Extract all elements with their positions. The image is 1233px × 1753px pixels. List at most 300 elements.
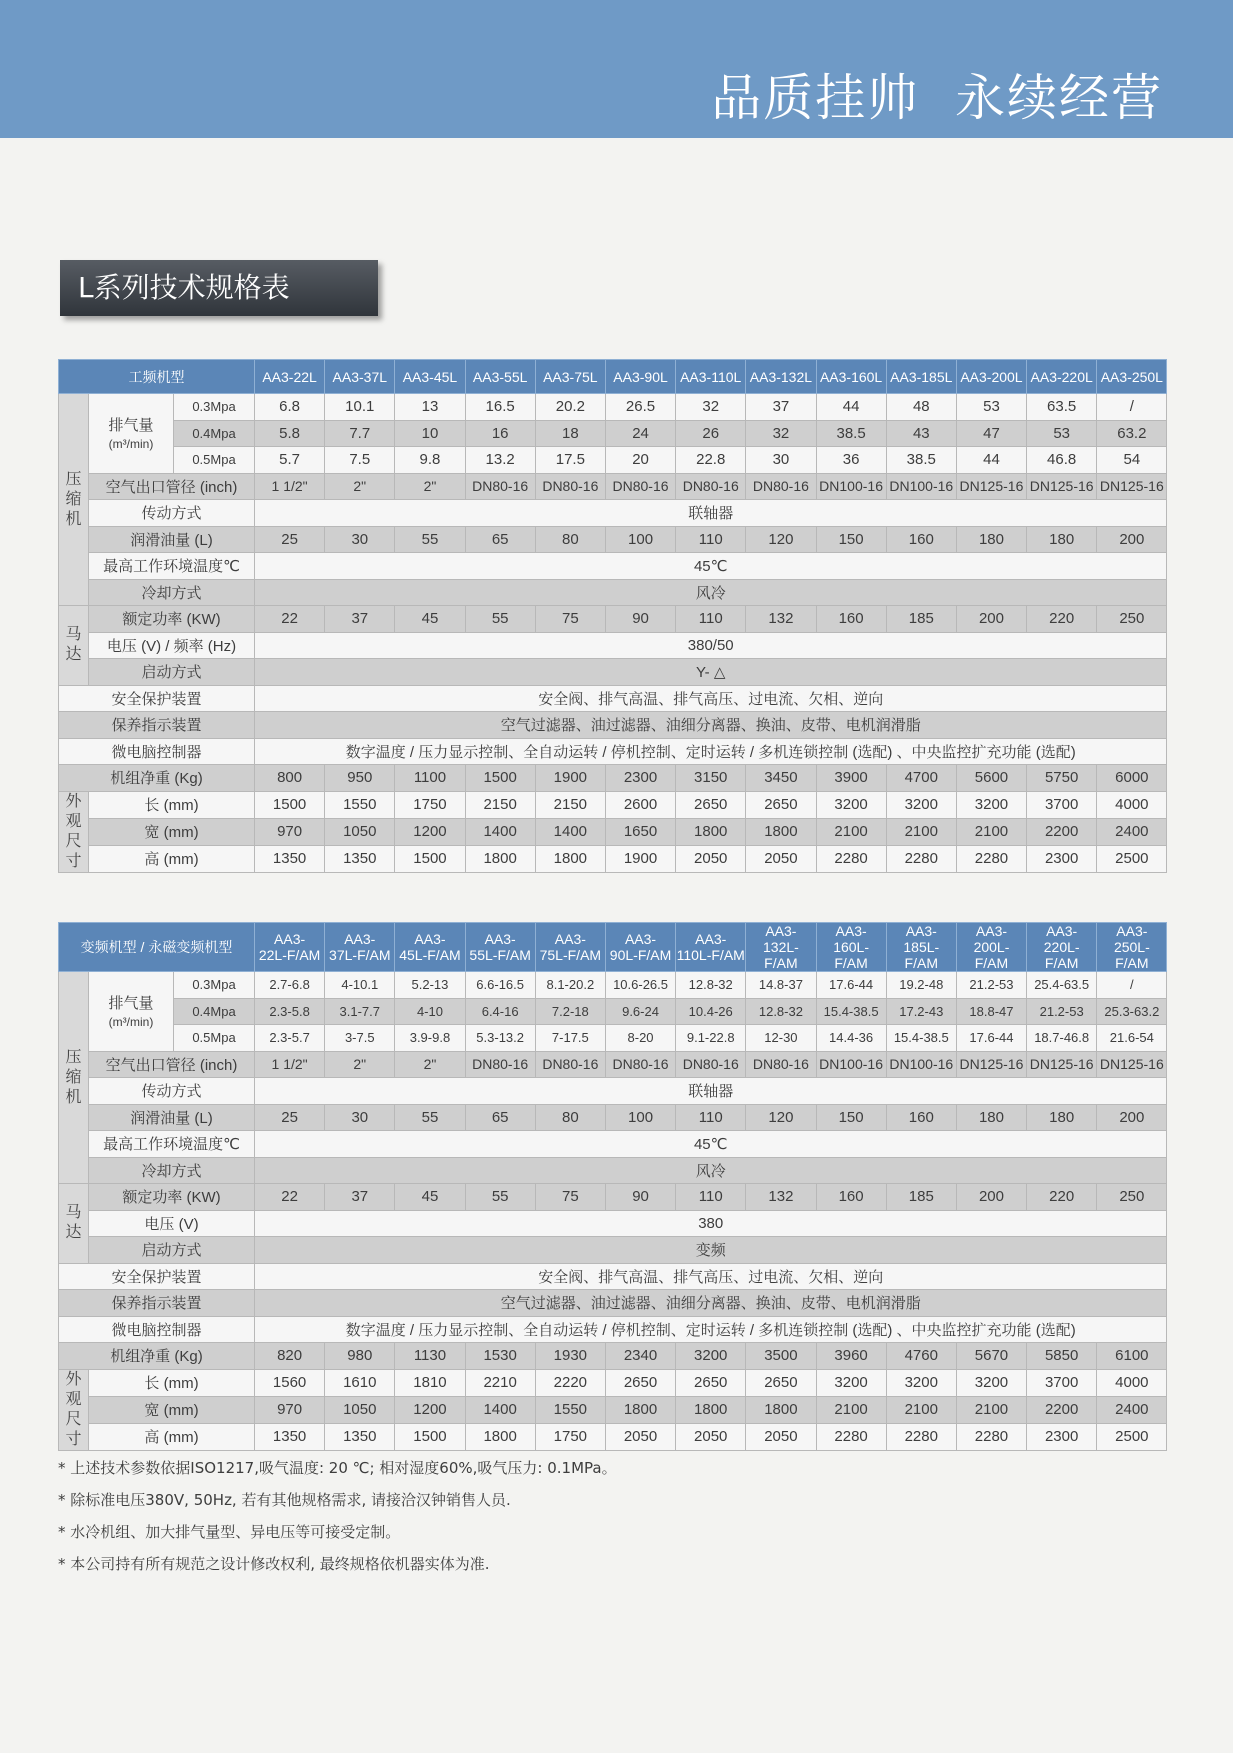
table-cell: 44 <box>956 447 1026 474</box>
table-cell: DN80-16 <box>605 1051 675 1078</box>
table-cell: 13 <box>395 394 465 421</box>
row-label: 微电脑控制器 <box>59 1316 255 1343</box>
table-cell: 1800 <box>465 845 535 872</box>
table-cell: 37 <box>746 394 816 421</box>
table-cell: 65 <box>465 1104 535 1131</box>
model-name-bottom: 250L-F/AM <box>1113 939 1150 971</box>
row-label: 空气出口管径 (inch) <box>89 473 255 500</box>
spec-table-fixed-frequency <box>58 359 1167 873</box>
table-cell: DN80-16 <box>746 473 816 500</box>
model-column-header <box>325 923 395 972</box>
table-cell: 1750 <box>395 791 465 818</box>
table-cell: 75 <box>535 1184 605 1211</box>
table-cell: DN80-16 <box>465 473 535 500</box>
table-cell: 2.3-5.8 <box>255 998 325 1025</box>
table-cell: 2400 <box>1097 818 1167 845</box>
table-cell: 1550 <box>325 791 395 818</box>
model-name-bottom: 200L-F/AM <box>973 939 1010 971</box>
table-cell: DN125-16 <box>1027 1051 1097 1078</box>
table-cell: 2050 <box>605 1423 675 1450</box>
model-column-header: AA3-220L <box>1027 360 1097 394</box>
exhaust-unit: (m³/min) <box>108 437 154 452</box>
row-label: 机组净重 (Kg) <box>59 1343 255 1370</box>
model-name-bottom: 185L-F/AM <box>903 939 940 971</box>
model-column-header: AA3-200L <box>956 360 1026 394</box>
table-cell: DN125-16 <box>1027 473 1097 500</box>
table-cell: 43 <box>886 420 956 447</box>
table-cell: 2300 <box>1027 845 1097 872</box>
table-cell: 48 <box>886 394 956 421</box>
table-cell: 2220 <box>535 1369 605 1396</box>
table-cell: 8-20 <box>605 1025 675 1052</box>
footnote: * 除标准电压380V, 50Hz, 若有其他规格需求, 请接洽汉钟销售人员. <box>58 1491 511 1509</box>
model-column-header: AA3-110L <box>676 360 746 394</box>
table-cell: 2280 <box>886 1423 956 1450</box>
table-cell: 100 <box>605 526 675 553</box>
table-cell: 160 <box>816 606 886 633</box>
row-label: 冷却方式 <box>89 579 255 606</box>
row-label: 高 (mm) <box>89 1423 255 1450</box>
table-cell: 1800 <box>676 1396 746 1423</box>
table-cell: 100 <box>605 1104 675 1131</box>
table-cell: 3150 <box>676 765 746 792</box>
table-cell: 132 <box>746 606 816 633</box>
model-column-header: AA3-22L <box>255 360 325 394</box>
table-cell: 2300 <box>605 765 675 792</box>
table-cell: 185 <box>886 1184 956 1211</box>
table-cell: 2400 <box>1097 1396 1167 1423</box>
table-cell: 10.1 <box>325 394 395 421</box>
table-cell: 46.8 <box>1027 447 1097 474</box>
model-name-top: AA3- <box>1046 923 1078 939</box>
table-cell: 120 <box>746 1104 816 1131</box>
table-cell: 1900 <box>535 765 605 792</box>
table-cell: 12-30 <box>746 1025 816 1052</box>
table-cell: 5.7 <box>255 447 325 474</box>
table-cell: DN80-16 <box>535 1051 605 1078</box>
table-cell: 2650 <box>746 1369 816 1396</box>
exhaust-label <box>89 394 174 474</box>
table-cell: 180 <box>1027 1104 1097 1131</box>
table-cell: 数字温度 / 压力显示控制、全自动运转 / 停机控制、定时运转 / 多机连锁控制 (选配) 、中央监控扩充功能 (选配) <box>255 738 1167 765</box>
model-column-header <box>255 923 325 972</box>
group-label-compressor: 压 缩 机 <box>59 394 89 606</box>
row-label: 润滑油量 (L) <box>89 1104 255 1131</box>
model-name-bottom: 132L-F/AM <box>763 939 799 971</box>
table-cell: 5.2-13 <box>395 972 465 999</box>
table-cell: 安全阀、排气高温、排气高压、过电流、欠相、逆向 <box>255 685 1167 712</box>
table-header-model-label: 变频机型 / 永磁变频机型 <box>59 923 255 972</box>
table-cell: 18.7-46.8 <box>1027 1025 1097 1052</box>
table-cell: 65 <box>465 526 535 553</box>
table-cell: 2500 <box>1097 845 1167 872</box>
table-cell: 19.2-48 <box>886 972 956 999</box>
table-cell: 55 <box>395 526 465 553</box>
model-column-header: AA3-185L <box>886 360 956 394</box>
group-label-dimensions: 外 观 尺 寸 <box>59 1369 89 1450</box>
table-cell: 3200 <box>956 1369 1026 1396</box>
table-cell: 2" <box>395 1051 465 1078</box>
table-cell: 80 <box>535 1104 605 1131</box>
table-cell: / <box>1097 394 1167 421</box>
table-cell: 30 <box>746 447 816 474</box>
table-cell: 26.5 <box>605 394 675 421</box>
model-column-header <box>816 923 886 972</box>
model-name-bottom: 220L-F/AM <box>1043 939 1080 971</box>
table-cell: 160 <box>886 526 956 553</box>
row-label: 启动方式 <box>89 659 255 686</box>
table-cell: 3500 <box>746 1343 816 1370</box>
table-cell: 110 <box>676 1184 746 1211</box>
table-cell: 200 <box>1097 1104 1167 1131</box>
table-cell: 15.4-38.5 <box>886 1025 956 1052</box>
table-cell: 10 <box>395 420 465 447</box>
model-name-bottom: 110L-F/AM <box>676 947 745 963</box>
footnotes <box>58 1452 617 1580</box>
table-cell: 16 <box>465 420 535 447</box>
table-cell: 3900 <box>816 765 886 792</box>
table-cell: 2340 <box>605 1343 675 1370</box>
table-cell: 3200 <box>816 1369 886 1396</box>
model-name-top: AA3- <box>624 931 657 947</box>
table-cell: 1350 <box>255 845 325 872</box>
table-cell: 3200 <box>886 1369 956 1396</box>
table-cell: 9.1-22.8 <box>676 1025 746 1052</box>
table-cell: 1500 <box>255 791 325 818</box>
table-cell: 45 <box>395 606 465 633</box>
table-cell: 7.5 <box>325 447 395 474</box>
model-column-header: AA3-132L <box>746 360 816 394</box>
table-cell: 80 <box>535 526 605 553</box>
table-cell: 24 <box>605 420 675 447</box>
table-cell: 5.3-13.2 <box>465 1025 535 1052</box>
table-cell: 2280 <box>886 845 956 872</box>
table-cell: 17.5 <box>535 447 605 474</box>
table-cell: 1500 <box>465 765 535 792</box>
table-cell: DN125-16 <box>1097 473 1167 500</box>
table-cell: 2" <box>325 473 395 500</box>
table-cell: 1800 <box>605 1396 675 1423</box>
table-cell: 110 <box>676 1104 746 1131</box>
table-cell: 3960 <box>816 1343 886 1370</box>
pressure-label: 0.5Mpa <box>174 1025 255 1052</box>
table-cell: 空气过滤器、油过滤器、油细分离器、换油、皮带、电机润滑脂 <box>255 1290 1167 1317</box>
table-cell: 6100 <box>1097 1343 1167 1370</box>
table-cell: 22.8 <box>676 447 746 474</box>
table-cell: DN80-16 <box>676 473 746 500</box>
table-cell: DN100-16 <box>886 1051 956 1078</box>
table-cell: 2050 <box>676 1423 746 1450</box>
row-label: 长 (mm) <box>89 791 255 818</box>
table-cell: 75 <box>535 606 605 633</box>
pressure-label: 0.5Mpa <box>174 447 255 474</box>
row-label: 机组净重 (Kg) <box>59 765 255 792</box>
model-column-header <box>956 923 1026 972</box>
row-label: 润滑油量 (L) <box>89 526 255 553</box>
table-cell: 10.4-26 <box>676 998 746 1025</box>
table-cell: 3700 <box>1027 791 1097 818</box>
row-label: 宽 (mm) <box>89 1396 255 1423</box>
model-name-bottom: 37L-F/AM <box>329 947 391 963</box>
table-cell: / <box>1097 972 1167 999</box>
table-cell: 380/50 <box>255 632 1167 659</box>
header-banner <box>0 0 1233 138</box>
table-cell: 7.2-18 <box>535 998 605 1025</box>
table-cell: Y- △ <box>255 659 1167 686</box>
table-cell: 2.7-6.8 <box>255 972 325 999</box>
table-cell: 63.5 <box>1027 394 1097 421</box>
row-label: 微电脑控制器 <box>59 738 255 765</box>
row-label: 空气出口管径 (inch) <box>89 1051 255 1078</box>
table-cell: 安全阀、排气高温、排气高压、过电流、欠相、逆向 <box>255 1263 1167 1290</box>
table-cell: 2100 <box>956 1396 1026 1423</box>
table-cell: 950 <box>325 765 395 792</box>
table-cell: 17.6-44 <box>816 972 886 999</box>
table-cell: 150 <box>816 526 886 553</box>
table-cell: 15.4-38.5 <box>816 998 886 1025</box>
model-name-top: AA3- <box>414 931 446 947</box>
model-name-bottom: 45L-F/AM <box>399 947 461 963</box>
table-cell: 21.6-54 <box>1097 1025 1167 1052</box>
table-cell: 37 <box>325 1184 395 1211</box>
table-cell: 18 <box>535 420 605 447</box>
row-label: 额定功率 (KW) <box>89 606 255 633</box>
model-column-header: AA3-250L <box>1097 360 1167 394</box>
model-name-bottom: 90L-F/AM <box>609 947 672 963</box>
table-cell: 1800 <box>746 1396 816 1423</box>
table-cell: 250 <box>1097 606 1167 633</box>
model-column-header: AA3-45L <box>395 360 465 394</box>
table-cell: 1550 <box>535 1396 605 1423</box>
table-cell: 1130 <box>395 1343 465 1370</box>
model-column-header <box>465 923 535 972</box>
table-cell: 25.3-63.2 <box>1097 998 1167 1025</box>
table-cell: DN80-16 <box>605 473 675 500</box>
table-cell: 6.6-16.5 <box>465 972 535 999</box>
table-cell: 2650 <box>676 791 746 818</box>
table-cell: 1050 <box>325 818 395 845</box>
row-label: 高 (mm) <box>89 845 255 872</box>
table-cell: 3200 <box>816 791 886 818</box>
table-cell: 800 <box>255 765 325 792</box>
table-cell: 220 <box>1027 1184 1097 1211</box>
exhaust-title: 排气量 <box>108 417 154 435</box>
table-cell: 90 <box>605 606 675 633</box>
table-cell: 2280 <box>816 1423 886 1450</box>
table-cell: 4000 <box>1097 1369 1167 1396</box>
table-cell: 7.7 <box>325 420 395 447</box>
table-cell: 90 <box>605 1184 675 1211</box>
row-label: 启动方式 <box>89 1237 255 1264</box>
table-cell: 1650 <box>605 818 675 845</box>
table-cell: 2280 <box>956 845 1026 872</box>
table-cell: 3200 <box>676 1343 746 1370</box>
table-cell: 5750 <box>1027 765 1097 792</box>
table-cell: 10.6-26.5 <box>605 972 675 999</box>
table-cell: 4-10 <box>395 998 465 1025</box>
table-cell: 1050 <box>325 1396 395 1423</box>
table-cell: 17.2-43 <box>886 998 956 1025</box>
table-cell: 2650 <box>676 1369 746 1396</box>
table-cell: 1800 <box>746 818 816 845</box>
table-cell: 1560 <box>255 1369 325 1396</box>
exhaust-title: 排气量 <box>108 995 154 1013</box>
table-cell: DN100-16 <box>886 473 956 500</box>
table-cell: 22 <box>255 1184 325 1211</box>
table-cell: 数字温度 / 压力显示控制、全自动运转 / 停机控制、定时运转 / 多机连锁控制 (选配) 、中央监控扩充功能 (选配) <box>255 1316 1167 1343</box>
table-cell: 6.8 <box>255 394 325 421</box>
table-cell: 2" <box>325 1051 395 1078</box>
table-cell: 14.4-36 <box>816 1025 886 1052</box>
table-cell: 2150 <box>465 791 535 818</box>
table-cell: 2100 <box>816 818 886 845</box>
model-name-top: AA3- <box>274 931 306 947</box>
group-label-compressor: 压 缩 机 <box>59 972 89 1184</box>
row-label: 安全保护装置 <box>59 685 255 712</box>
table-cell: 4000 <box>1097 791 1167 818</box>
table-cell: 250 <box>1097 1184 1167 1211</box>
table-cell: 1530 <box>465 1343 535 1370</box>
table-cell: 120 <box>746 526 816 553</box>
table-cell: 160 <box>886 1104 956 1131</box>
table-cell: 38.5 <box>816 420 886 447</box>
table-cell: 12.8-32 <box>746 998 816 1025</box>
table-cell: 风冷 <box>255 1157 1167 1184</box>
model-name-top: AA3- <box>835 923 867 939</box>
table-cell: DN80-16 <box>746 1051 816 1078</box>
table-cell: 160 <box>816 1184 886 1211</box>
model-name-top: AA3- <box>695 931 727 947</box>
model-column-header: AA3-160L <box>816 360 886 394</box>
table-cell: 820 <box>255 1343 325 1370</box>
model-column-header <box>395 923 465 972</box>
table-cell: 38.5 <box>886 447 956 474</box>
table-cell: 54 <box>1097 447 1167 474</box>
model-column-header <box>605 923 675 972</box>
row-label: 电压 (V) / 频率 (Hz) <box>89 632 255 659</box>
model-column-header: AA3-75L <box>535 360 605 394</box>
slogan: 品质挂帅 永续经营 <box>711 69 1163 127</box>
table-cell: 2050 <box>746 845 816 872</box>
model-name-top: AA3- <box>975 923 1008 939</box>
table-cell: 9.8 <box>395 447 465 474</box>
table-cell: 1400 <box>465 1396 535 1423</box>
table-cell: 30 <box>325 526 395 553</box>
group-label-motor: 马 达 <box>59 606 89 686</box>
group-label-motor: 马 达 <box>59 1184 89 1264</box>
table-cell: 1350 <box>325 1423 395 1450</box>
table-cell: 1610 <box>325 1369 395 1396</box>
row-label: 保养指示装置 <box>59 712 255 739</box>
table-cell: DN125-16 <box>1097 1051 1167 1078</box>
table-cell: 200 <box>956 1184 1026 1211</box>
table-cell: 空气过滤器、油过滤器、油细分离器、换油、皮带、电机润滑脂 <box>255 712 1167 739</box>
table-cell: 2280 <box>956 1423 1026 1450</box>
table-cell: 13.2 <box>465 447 535 474</box>
table-cell: 2200 <box>1027 818 1097 845</box>
model-name-bottom: 160L-F/AM <box>833 939 869 971</box>
table-cell: 3-7.5 <box>325 1025 395 1052</box>
table-cell: 1900 <box>605 845 675 872</box>
row-label: 最高工作环境温度℃ <box>89 553 255 580</box>
table-cell: 55 <box>465 1184 535 1211</box>
table-cell: 21.2-53 <box>956 972 1026 999</box>
table-cell: 5850 <box>1027 1343 1097 1370</box>
footnote: * 水冷机组、加大排气量型、异电压等可接受定制。 <box>58 1523 401 1541</box>
row-label: 传动方式 <box>89 1078 255 1105</box>
table-cell: 26 <box>676 420 746 447</box>
table-cell: 44 <box>816 394 886 421</box>
table-cell: 47 <box>956 420 1026 447</box>
table-cell: 36 <box>816 447 886 474</box>
table-cell: 1930 <box>535 1343 605 1370</box>
table-cell: 1100 <box>395 765 465 792</box>
exhaust-label <box>89 972 174 1052</box>
table-cell: 4-10.1 <box>325 972 395 999</box>
table-cell: 1500 <box>395 1423 465 1450</box>
table-cell: 2050 <box>676 845 746 872</box>
pressure-label: 0.3Mpa <box>174 972 255 999</box>
row-label: 最高工作环境温度℃ <box>89 1131 255 1158</box>
group-label-dimensions: 外 观 尺 寸 <box>59 791 89 872</box>
table-cell: DN80-16 <box>535 473 605 500</box>
table-cell: 5.8 <box>255 420 325 447</box>
table-cell: 180 <box>956 1104 1026 1131</box>
model-column-header: AA3-37L <box>325 360 395 394</box>
table-cell: 2" <box>395 473 465 500</box>
table-cell: 1750 <box>535 1423 605 1450</box>
model-column-header <box>676 923 746 972</box>
table-cell: 2100 <box>886 818 956 845</box>
model-name-top: AA3- <box>905 923 937 939</box>
spec-table-variable-frequency <box>58 922 1167 1451</box>
table-cell: 2300 <box>1027 1423 1097 1450</box>
table-cell: 180 <box>1027 526 1097 553</box>
table-cell: 1800 <box>535 845 605 872</box>
table-cell: 1800 <box>676 818 746 845</box>
table-cell: 2050 <box>746 1423 816 1450</box>
table-cell: 32 <box>676 394 746 421</box>
table-cell: 53 <box>1027 420 1097 447</box>
model-name-top: AA3- <box>765 923 797 939</box>
table-cell: 45℃ <box>255 1131 1167 1158</box>
row-label: 冷却方式 <box>89 1157 255 1184</box>
table-cell: 16.5 <box>465 394 535 421</box>
table-cell: 32 <box>746 420 816 447</box>
table-cell: 2100 <box>956 818 1026 845</box>
table-cell: DN80-16 <box>465 1051 535 1078</box>
table-cell: 22 <box>255 606 325 633</box>
model-name-top: AA3- <box>484 931 516 947</box>
table-cell: 联轴器 <box>255 500 1167 527</box>
table-cell: 30 <box>325 1104 395 1131</box>
table-cell: 21.2-53 <box>1027 998 1097 1025</box>
table-cell: 17.6-44 <box>956 1025 1026 1052</box>
table-cell: DN80-16 <box>676 1051 746 1078</box>
table-cell: 2100 <box>886 1396 956 1423</box>
table-cell: 180 <box>956 526 1026 553</box>
table-cell: 1400 <box>535 818 605 845</box>
model-column-header <box>746 923 816 972</box>
row-label: 长 (mm) <box>89 1369 255 1396</box>
table-cell: 3.1-7.7 <box>325 998 395 1025</box>
table-cell: 110 <box>676 606 746 633</box>
section-title: L系列技术规格表 <box>60 260 378 316</box>
model-name-bottom: 75L-F/AM <box>539 947 602 963</box>
table-cell: 1500 <box>395 845 465 872</box>
table-cell: 2500 <box>1097 1423 1167 1450</box>
model-name-top: AA3- <box>344 931 376 947</box>
